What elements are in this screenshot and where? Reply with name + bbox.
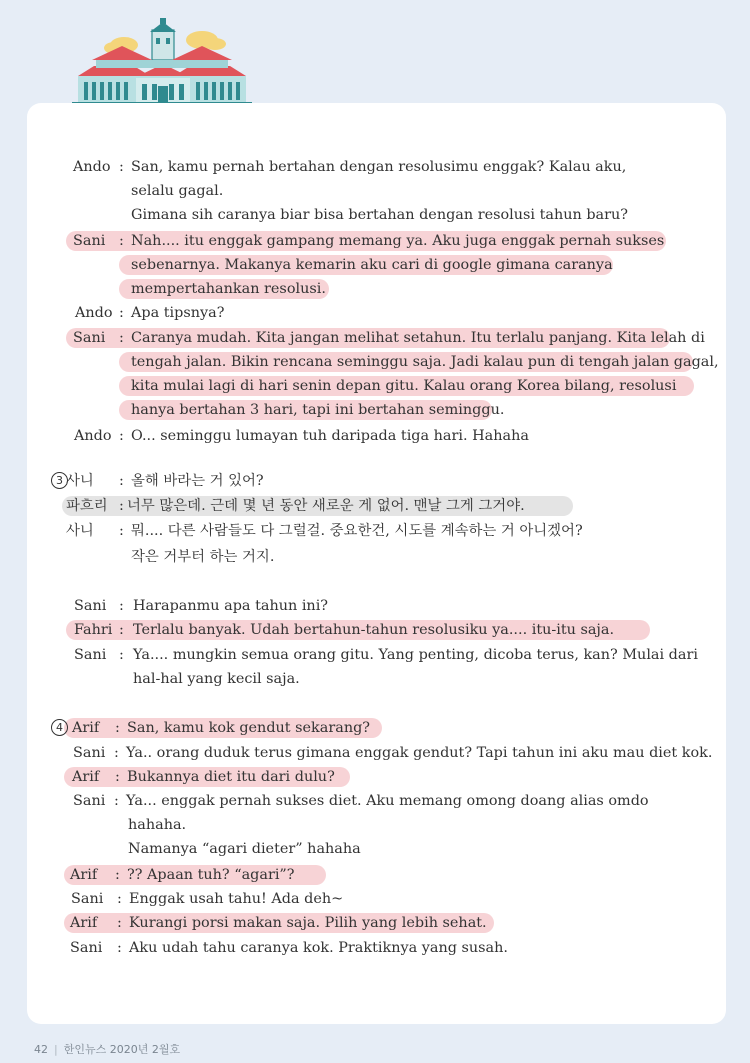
speaker-colon: : [115, 720, 120, 736]
dialogue-line: 작은 거부터 하는 거지. [131, 549, 275, 565]
building-illustration-icon [72, 18, 252, 104]
dialogue-line: Ya... enggak pernah sukses diet. Aku memang omong doang alias omdo [126, 793, 649, 809]
speaker-colon: : [119, 622, 124, 638]
speaker-name: Sani [74, 647, 107, 663]
speaker-colon: : [117, 940, 122, 956]
dialogue-line: Gimana sih caranya biar bisa bertahan dengan resolusi tahun baru? [131, 207, 628, 223]
section-number: 4 [51, 719, 68, 736]
speaker-name: Arif [72, 720, 100, 736]
speaker-colon: : [115, 867, 120, 883]
dialogue-line: Enggak usah tahu! Ada deh~ [129, 891, 344, 907]
speaker-colon: : [114, 793, 119, 809]
dialogue-line: selalu gagal. [131, 183, 224, 199]
speaker-name: 사니 [66, 523, 94, 539]
dialogue-line: tengah jalan. Bikin rencana seminggu saja. Jadi kalau pun di tengah jalan gagal, [131, 354, 719, 370]
speaker-colon: : [119, 498, 124, 514]
speaker-name: Sani [74, 598, 107, 614]
section-number: 3 [51, 472, 68, 489]
dialogue-line: Harapanmu apa tahun ini? [133, 598, 329, 614]
speaker-name: Ando [73, 159, 111, 175]
dialogue-line: Ya.. orang duduk terus gimana enggak gendut? Tapi tahun ini aku mau diet kok. [126, 745, 713, 761]
speaker-name: Arif [70, 867, 98, 883]
dialogue-line: 너무 많은데. 근데 몇 년 동안 새로운 게 없어. 맨날 그게 그거야. [127, 498, 525, 514]
dialogue-line: Nah.... itu enggak gampang memang ya. Aku juga enggak pernah sukses [131, 233, 665, 249]
speaker-colon: : [119, 305, 124, 321]
dialogue-line: 올해 바라는 거 있어? [131, 473, 264, 489]
speaker-name: 파흐리 [66, 498, 108, 514]
speaker-colon: : [119, 159, 124, 175]
speaker-colon: : [119, 523, 124, 539]
dialogue-line: hal-hal yang kecil saja. [133, 671, 300, 687]
speaker-name: Sani [73, 793, 106, 809]
page-number: 42 [34, 1043, 48, 1056]
dialogue-line: Terlalu banyak. Udah bertahun-tahun resolusiku ya.... itu-itu saja. [133, 622, 615, 638]
dialogue-line: Caranya mudah. Kita jangan melihat setahun. Itu terlalu panjang. Kita lelah di [131, 330, 705, 346]
dialogue-line: Kurangi porsi makan saja. Pilih yang lebih sehat. [129, 915, 487, 931]
speaker-name: Sani [71, 891, 104, 907]
speaker-colon: : [119, 330, 124, 346]
speaker-name: Sani [70, 940, 103, 956]
dialogue-line: hahaha. [128, 817, 187, 833]
speaker-name: Arif [72, 769, 100, 785]
page-footer [34, 1041, 180, 1057]
dialogue-line: Apa tipsnya? [131, 305, 225, 321]
speaker-colon: : [119, 428, 124, 444]
speaker-colon: : [115, 769, 120, 785]
publication-name: 한인뉴스 2020년 2월호 [63, 1043, 181, 1056]
speaker-colon: : [119, 598, 124, 614]
dialogue-line: sebenarnya. Makanya kemarin aku cari di google gimana caranya [131, 257, 613, 273]
speaker-name: Ando [75, 305, 113, 321]
dialogue-line: San, kamu pernah bertahan dengan resolusimu enggak? Kalau aku, [131, 159, 627, 175]
speaker-name: Arif [70, 915, 98, 931]
speaker-colon: : [117, 891, 122, 907]
speaker-colon: : [119, 473, 124, 489]
dialogue-line: 뭐.... 다른 사람들도 다 그럴걸. 중요한건, 시도를 계속하는 거 아니겠어? [131, 523, 583, 539]
speaker-name: 사니 [66, 473, 94, 489]
dialogue-line: kita mulai lagi di hari senin depan gitu. Kalau orang Korea bilang, resolusi [131, 378, 677, 394]
dialogue-line: Namanya “agari dieter” hahaha [128, 841, 361, 857]
speaker-name: Sani [73, 330, 106, 346]
speaker-colon: : [117, 915, 122, 931]
speaker-colon: : [119, 647, 124, 663]
dialogue-line: Ya.... mungkin semua orang gitu. Yang penting, dicoba terus, kan? Mulai dari [133, 647, 698, 663]
speaker-colon: : [114, 745, 119, 761]
dialogue-line: O... seminggu lumayan tuh daripada tiga hari. Hahaha [131, 428, 529, 444]
dialogue-line: ?? Apaan tuh? “agari”? [127, 867, 295, 883]
dialogue-line: mempertahankan resolusi. [131, 281, 326, 297]
dialogue-line: San, kamu kok gendut sekarang? [127, 720, 371, 736]
speaker-name: Ando [74, 428, 112, 444]
speaker-name: Sani [73, 745, 106, 761]
footer-separator: | [54, 1043, 58, 1056]
speaker-colon: : [119, 233, 124, 249]
speaker-name: Sani [73, 233, 106, 249]
dialogue-line: Aku udah tahu caranya kok. Praktiknya yang susah. [129, 940, 508, 956]
dialogue-line: hanya bertahan 3 hari, tapi ini bertahan seminggu. [131, 402, 505, 418]
dialogue-line: Bukannya diet itu dari dulu? [127, 769, 335, 785]
speaker-name: Fahri [74, 622, 113, 638]
